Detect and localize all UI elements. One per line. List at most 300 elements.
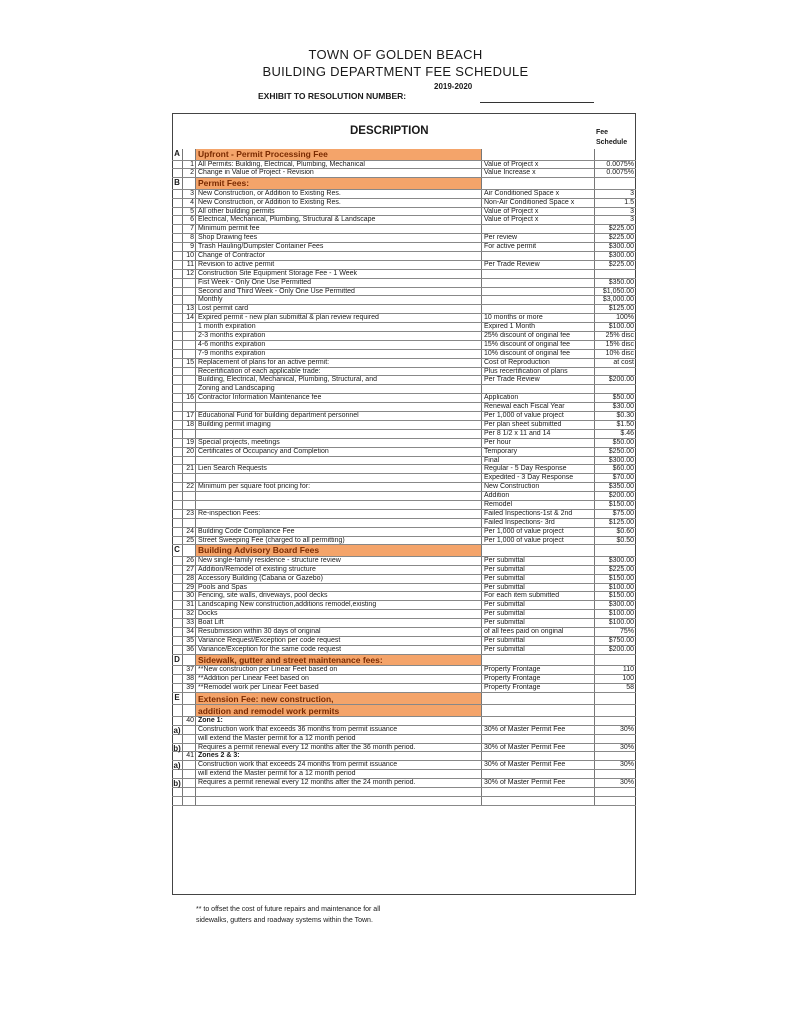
row-description: New Construction, or Addition to Existing Res. bbox=[196, 190, 482, 198]
row-number bbox=[182, 323, 196, 331]
row-unit: New Construction bbox=[482, 483, 595, 491]
town-title: TOWN OF GOLDEN BEACH bbox=[308, 47, 483, 62]
row-fee: $.46 bbox=[620, 429, 634, 437]
row-unit bbox=[482, 385, 595, 393]
row-number bbox=[182, 770, 196, 778]
row-number bbox=[182, 403, 196, 411]
row-unit: Per Trade Review bbox=[482, 376, 595, 384]
section-row bbox=[172, 705, 636, 717]
row-description: Lost permit card bbox=[196, 305, 482, 313]
row-unit: 15% discount of original fee bbox=[482, 341, 595, 349]
row-fee: $0.50 bbox=[616, 536, 634, 544]
row-number bbox=[182, 368, 196, 376]
row-unit: Property Frontage bbox=[482, 675, 595, 683]
row-number bbox=[182, 744, 196, 752]
row-description: Change of Contractor bbox=[196, 252, 482, 260]
row-description: Building, Electrical, Mechanical, Plumbing, Structural, and bbox=[196, 376, 482, 384]
row-unit: Property Frontage bbox=[482, 684, 595, 692]
row-fee bbox=[595, 705, 636, 716]
row-fee bbox=[595, 693, 636, 704]
row-fee: 30% bbox=[619, 761, 634, 769]
row-fee: $350.00 bbox=[608, 483, 634, 491]
row-description: Shop Drawing fees bbox=[196, 234, 482, 242]
row-number bbox=[182, 788, 196, 796]
row-fee: $350.00 bbox=[608, 278, 634, 286]
table-row bbox=[172, 190, 636, 199]
table-row bbox=[172, 770, 636, 779]
row-unit: Addition bbox=[482, 492, 595, 500]
section-row bbox=[172, 693, 636, 705]
footnote-line1: ** to offset the cost of future repairs and maintenance for all bbox=[196, 906, 381, 913]
row-description: Recertification of each applicable trade: bbox=[196, 368, 482, 376]
row-unit: Per plan sheet submitted bbox=[482, 421, 595, 429]
table-row bbox=[172, 744, 636, 753]
resolution-number-line bbox=[480, 102, 594, 103]
row-description: Building permit imaging bbox=[196, 421, 482, 429]
row-description: Minimum per square foot pricing for: bbox=[196, 483, 482, 491]
row-number: 6 bbox=[182, 216, 196, 224]
row-unit: 10 months or more bbox=[482, 314, 595, 322]
row-unit: 30% of Master Permit Fee bbox=[482, 761, 595, 769]
row-number: 33 bbox=[182, 619, 196, 627]
row-number: 32 bbox=[182, 610, 196, 618]
row-fee: $60.00 bbox=[612, 465, 634, 473]
row-number: 9 bbox=[182, 243, 196, 251]
row-unit: Per submittal bbox=[482, 575, 595, 583]
row-fee: $200.00 bbox=[608, 492, 634, 500]
table-row bbox=[172, 483, 636, 492]
row-description: Variance Request/Exception per code request bbox=[196, 637, 482, 645]
row-number bbox=[182, 474, 196, 482]
row-fee bbox=[595, 385, 636, 393]
row-fee: 30% bbox=[619, 743, 634, 751]
row-unit: Remodel bbox=[482, 501, 595, 509]
row-unit: Per submittal bbox=[482, 557, 595, 565]
row-description: Zones 2 & 3: bbox=[196, 752, 482, 760]
row-number: 17 bbox=[182, 412, 196, 420]
row-description bbox=[196, 403, 482, 411]
row-description: will extend the Master permit for a 12 month period bbox=[196, 770, 482, 778]
row-description: Expired permit - new plan submittal & plan review required bbox=[196, 314, 482, 322]
row-unit: Property Frontage bbox=[482, 666, 595, 674]
row-unit bbox=[482, 788, 595, 796]
row-unit: Per submittal bbox=[482, 646, 595, 654]
row-fee: $1.50 bbox=[616, 420, 634, 428]
row-number: 11 bbox=[182, 261, 196, 269]
row-description: Variance/Exception for the same code request bbox=[196, 646, 482, 654]
row-fee bbox=[595, 270, 636, 278]
table-row bbox=[172, 161, 636, 170]
row-description bbox=[196, 474, 482, 482]
table-row bbox=[172, 735, 636, 744]
table-row bbox=[172, 628, 636, 637]
fee-header-line1: Fee bbox=[596, 129, 609, 136]
row-number bbox=[182, 288, 196, 296]
schedule-title: BUILDING DEPARTMENT FEE SCHEDULE bbox=[262, 64, 529, 79]
row-description bbox=[196, 457, 482, 465]
table-row bbox=[172, 208, 636, 217]
row-unit bbox=[482, 770, 595, 778]
row-letter: A bbox=[172, 149, 183, 160]
row-fee: at cost bbox=[613, 358, 634, 366]
row-unit bbox=[482, 149, 595, 160]
row-fee: $75.00 bbox=[612, 509, 634, 517]
row-number bbox=[182, 779, 196, 787]
row-fee: $300.00 bbox=[608, 252, 634, 260]
row-description: Addition/Remodel of existing structure bbox=[196, 566, 482, 574]
row-number: 13 bbox=[182, 305, 196, 313]
row-description: Landscaping New construction,additions remodel,existing bbox=[196, 601, 482, 609]
row-fee: $225.00 bbox=[608, 565, 634, 573]
row-letter: a) bbox=[172, 726, 183, 734]
row-number: 40 bbox=[182, 717, 196, 725]
row-description: Re-inspection Fees: bbox=[196, 510, 482, 518]
table-row bbox=[172, 296, 636, 305]
section-row bbox=[172, 655, 636, 667]
row-fee: $150.00 bbox=[608, 500, 634, 508]
row-number: 30 bbox=[182, 592, 196, 600]
row-number: 27 bbox=[182, 566, 196, 574]
row-number: 7 bbox=[182, 225, 196, 233]
table-row bbox=[172, 684, 636, 693]
row-number: 21 bbox=[182, 465, 196, 473]
fiscal-year: 2019-2020 bbox=[434, 82, 473, 91]
table-row bbox=[172, 761, 636, 770]
row-fee: 100 bbox=[622, 675, 634, 683]
row-description: addition and remodel work permits bbox=[196, 705, 482, 716]
row-description: Upfront - Permit Processing Fee bbox=[196, 149, 482, 160]
table-row bbox=[172, 412, 636, 421]
row-description: Resubmission within 30 days of original bbox=[196, 628, 482, 636]
row-unit: Renewal each Fiscal Year bbox=[482, 403, 595, 411]
table-row bbox=[172, 637, 636, 646]
row-description: **Remodel work per Linear Feet based bbox=[196, 684, 482, 692]
table-row bbox=[172, 252, 636, 261]
row-number: 28 bbox=[182, 575, 196, 583]
row-unit: 25% discount of original fee bbox=[482, 332, 595, 340]
row-fee: $225.00 bbox=[608, 234, 634, 242]
row-number: 10 bbox=[182, 252, 196, 260]
exhibit-label: EXHIBIT TO RESOLUTION NUMBER: bbox=[258, 91, 407, 101]
row-fee: 100% bbox=[616, 314, 634, 322]
row-fee: $3,000.00 bbox=[602, 296, 634, 304]
row-fee: $300.00 bbox=[608, 601, 634, 609]
row-number bbox=[182, 376, 196, 384]
row-fee: 3 bbox=[630, 207, 634, 215]
table-row bbox=[172, 465, 636, 474]
row-description: 4-6 months expiration bbox=[196, 341, 482, 349]
row-fee: $0.30 bbox=[616, 412, 634, 420]
row-unit: Per 1,000 of value project bbox=[482, 537, 595, 545]
row-number bbox=[182, 457, 196, 465]
table-row bbox=[172, 439, 636, 448]
row-number: 16 bbox=[182, 394, 196, 402]
row-fee: $150.00 bbox=[608, 592, 634, 600]
footnote-line2: sidewalks, gutters and roadway systems within the Town. bbox=[196, 917, 373, 924]
row-description: 2-3 months expiration bbox=[196, 332, 482, 340]
table-row bbox=[172, 350, 636, 359]
row-number: 39 bbox=[182, 684, 196, 692]
row-number bbox=[182, 350, 196, 358]
table-row bbox=[172, 752, 636, 761]
row-fee: $100.00 bbox=[608, 610, 634, 618]
row-unit bbox=[482, 279, 595, 287]
row-unit: Per 1,000 of value project bbox=[482, 528, 595, 536]
row-unit: Per review bbox=[482, 234, 595, 242]
row-fee: $50.00 bbox=[612, 394, 634, 402]
table-row bbox=[172, 646, 636, 655]
row-description: Requires a permit renewal every 12 months after the 36 month period. bbox=[196, 744, 482, 752]
row-description: Boat Lift bbox=[196, 619, 482, 627]
row-fee: $750.00 bbox=[608, 636, 634, 644]
row-unit: Regular - 5 Day Response bbox=[482, 465, 595, 473]
row-unit: 10% discount of original fee bbox=[482, 350, 595, 358]
row-fee bbox=[595, 788, 636, 796]
table-row bbox=[172, 368, 636, 377]
row-unit bbox=[482, 305, 595, 313]
row-number bbox=[182, 705, 196, 716]
table-row bbox=[172, 216, 636, 225]
row-number: 18 bbox=[182, 421, 196, 429]
row-description: Electrical, Mechanical, Plumbing, Structural & Landscape bbox=[196, 216, 482, 224]
row-unit bbox=[482, 705, 595, 716]
row-fee bbox=[595, 178, 636, 189]
row-letter: a) bbox=[172, 761, 183, 769]
row-fee: $225.00 bbox=[608, 225, 634, 233]
row-number: 19 bbox=[182, 439, 196, 447]
row-number: 2 bbox=[182, 169, 196, 177]
fee-header-line2: Schedule bbox=[596, 139, 628, 146]
row-fee: $0.60 bbox=[616, 527, 634, 535]
row-description: Trash Hauling/Dumpster Container Fees bbox=[196, 243, 482, 251]
row-fee: $300.00 bbox=[608, 456, 634, 464]
row-number: 3 bbox=[182, 190, 196, 198]
row-unit: Per Trade Review bbox=[482, 261, 595, 269]
table-row bbox=[172, 403, 636, 412]
row-unit bbox=[482, 296, 595, 304]
row-unit: 30% of Master Permit Fee bbox=[482, 779, 595, 787]
row-unit bbox=[482, 717, 595, 725]
row-description: All other building permits bbox=[196, 208, 482, 216]
row-letter: C bbox=[172, 545, 183, 556]
row-description bbox=[196, 430, 482, 438]
row-fee bbox=[595, 149, 636, 160]
row-description: Second and Third Week - Only One Use Permitted bbox=[196, 288, 482, 296]
row-number: 4 bbox=[182, 199, 196, 207]
row-unit: Final bbox=[482, 457, 595, 465]
row-number: 14 bbox=[182, 314, 196, 322]
row-letter: D bbox=[172, 655, 183, 666]
row-fee: $30.00 bbox=[612, 403, 634, 411]
table-row bbox=[172, 566, 636, 575]
row-unit: Non-Air Conditioned Space x bbox=[482, 199, 595, 207]
table-row bbox=[172, 243, 636, 252]
row-description bbox=[196, 788, 482, 796]
row-number: 41 bbox=[182, 752, 196, 760]
table-row bbox=[172, 575, 636, 584]
row-description: New Construction, or Addition to Existing Res. bbox=[196, 199, 482, 207]
row-unit bbox=[482, 270, 595, 278]
table-row bbox=[172, 779, 636, 788]
row-unit bbox=[482, 288, 595, 296]
row-description: Building Code Compliance Fee bbox=[196, 528, 482, 536]
table-row bbox=[172, 528, 636, 537]
row-unit: 30% of Master Permit Fee bbox=[482, 726, 595, 734]
row-number: 5 bbox=[182, 208, 196, 216]
row-unit: Per 8 1/2 x 11 and 14 bbox=[482, 430, 595, 438]
row-description: Zone 1: bbox=[196, 717, 482, 725]
row-description: Educational Fund for building department personnel bbox=[196, 412, 482, 420]
table-row bbox=[172, 359, 636, 368]
row-letter: E bbox=[172, 693, 183, 704]
table-row bbox=[172, 385, 636, 394]
row-unit: Per submittal bbox=[482, 566, 595, 574]
row-unit: Value of Project x bbox=[482, 216, 595, 224]
row-unit: 30% of Master Permit Fee bbox=[482, 744, 595, 752]
row-number bbox=[182, 797, 196, 805]
table-row bbox=[172, 592, 636, 601]
row-description bbox=[196, 797, 482, 805]
row-description: **New construction per Linear Feet based on bbox=[196, 666, 482, 674]
row-number bbox=[182, 279, 196, 287]
row-fee: 15% disc bbox=[605, 340, 634, 348]
row-description: Fist Week - Only One Use Permitted bbox=[196, 279, 482, 287]
row-number: 1 bbox=[182, 161, 196, 169]
table-row bbox=[172, 717, 636, 726]
row-description bbox=[196, 492, 482, 500]
row-unit: Per submittal bbox=[482, 584, 595, 592]
row-number bbox=[182, 735, 196, 743]
row-description: Pools and Spas bbox=[196, 584, 482, 592]
table-row bbox=[172, 421, 636, 430]
row-description: Special projects, meetings bbox=[196, 439, 482, 447]
row-unit: Per submittal bbox=[482, 637, 595, 645]
description-header: DESCRIPTION bbox=[350, 125, 429, 137]
row-unit: Cost of Reproduction bbox=[482, 359, 595, 367]
row-unit: Expired 1 Month bbox=[482, 323, 595, 331]
row-letter: b) bbox=[172, 779, 183, 787]
table-row bbox=[172, 261, 636, 270]
row-number bbox=[182, 296, 196, 304]
row-unit: Per 1,000 of value project bbox=[482, 412, 595, 420]
row-description: Sidewalk, gutter and street maintenance fees: bbox=[196, 655, 482, 666]
row-fee: 1.5 bbox=[624, 198, 634, 206]
table-row bbox=[172, 474, 636, 483]
row-number: 25 bbox=[182, 537, 196, 545]
row-number: 36 bbox=[182, 646, 196, 654]
row-unit: Failed Inspections-1st & 2nd bbox=[482, 510, 595, 518]
row-description: Permit Fees: bbox=[196, 178, 482, 189]
row-unit: Per submittal bbox=[482, 610, 595, 618]
table-row bbox=[172, 305, 636, 314]
row-unit bbox=[482, 693, 595, 704]
row-unit: Per submittal bbox=[482, 601, 595, 609]
row-description: 7-9 months expiration bbox=[196, 350, 482, 358]
table-row bbox=[172, 394, 636, 403]
row-fee: $50.00 bbox=[612, 438, 634, 446]
row-number: 8 bbox=[182, 234, 196, 242]
row-description: New single-family residence - structure review bbox=[196, 557, 482, 565]
table-row bbox=[172, 519, 636, 528]
row-fee: $200.00 bbox=[608, 376, 634, 384]
row-description: Revision to active permit bbox=[196, 261, 482, 269]
row-fee bbox=[595, 797, 636, 805]
row-description: Extension Fee: new construction, bbox=[196, 693, 482, 704]
row-description bbox=[196, 501, 482, 509]
row-description: Zoning and Landscaping bbox=[196, 385, 482, 393]
row-fee: $100.00 bbox=[608, 583, 634, 591]
row-number bbox=[182, 430, 196, 438]
row-letter: b) bbox=[172, 744, 183, 752]
row-number bbox=[182, 501, 196, 509]
row-number: 29 bbox=[182, 584, 196, 592]
row-fee bbox=[595, 655, 636, 666]
row-description: Minimum permit fee bbox=[196, 225, 482, 233]
row-unit bbox=[482, 655, 595, 666]
row-unit bbox=[482, 545, 595, 556]
row-fee: $250.00 bbox=[608, 447, 634, 455]
row-unit: Value Increase x bbox=[482, 169, 595, 177]
table-row bbox=[172, 797, 636, 806]
row-number: 37 bbox=[182, 666, 196, 674]
row-description: Change in Value of Project - Revision bbox=[196, 169, 482, 177]
row-description: **Addition per Linear Feet based on bbox=[196, 675, 482, 683]
row-number bbox=[182, 178, 196, 189]
row-fee: 10% disc bbox=[605, 349, 634, 357]
row-description: Fencing, site walls, driveways, pool decks bbox=[196, 592, 482, 600]
row-number bbox=[182, 385, 196, 393]
table-row bbox=[172, 376, 636, 385]
row-unit: Temporary bbox=[482, 448, 595, 456]
row-number: 15 bbox=[182, 359, 196, 367]
row-description: Certificates of Occupancy and Completion bbox=[196, 448, 482, 456]
row-number bbox=[182, 693, 196, 704]
row-description: Construction work that exceeds 36 months from permit issuance bbox=[196, 726, 482, 734]
row-number bbox=[182, 545, 196, 556]
row-number bbox=[182, 492, 196, 500]
table-row bbox=[172, 510, 636, 519]
row-unit bbox=[482, 797, 595, 805]
table-row bbox=[172, 314, 636, 323]
row-number: 38 bbox=[182, 675, 196, 683]
section-row bbox=[172, 178, 636, 190]
row-fee: $1,050.00 bbox=[602, 287, 634, 295]
row-number: 35 bbox=[182, 637, 196, 645]
table-row bbox=[172, 492, 636, 501]
row-unit: Plus recertification of plans bbox=[482, 368, 595, 376]
row-number bbox=[182, 655, 196, 666]
row-description: Accessory Building (Cabana or Gazebo) bbox=[196, 575, 482, 583]
row-unit: Expedited - 3 Day Response bbox=[482, 474, 595, 482]
row-description: Street Sweeping Fee (charged to all permitting) bbox=[196, 537, 482, 545]
row-unit: For active permit bbox=[482, 243, 595, 251]
row-unit: Per submittal bbox=[482, 619, 595, 627]
row-number bbox=[182, 149, 196, 160]
row-unit: Failed Inspections- 3rd bbox=[482, 519, 595, 527]
row-description: Replacement of plans for an active permit: bbox=[196, 359, 482, 367]
row-description: All Permits: Building, Electrical, Plumbing, Mechanical bbox=[196, 161, 482, 169]
row-fee: $100.00 bbox=[608, 619, 634, 627]
fee-table-body bbox=[172, 149, 636, 806]
row-fee: $125.00 bbox=[608, 305, 634, 313]
row-number: 12 bbox=[182, 270, 196, 278]
table-row bbox=[172, 457, 636, 466]
row-fee: 25% disc bbox=[605, 332, 634, 340]
row-number: 24 bbox=[182, 528, 196, 536]
row-fee: $150.00 bbox=[608, 574, 634, 582]
row-unit: Value of Project x bbox=[482, 161, 595, 169]
table-row bbox=[172, 619, 636, 628]
